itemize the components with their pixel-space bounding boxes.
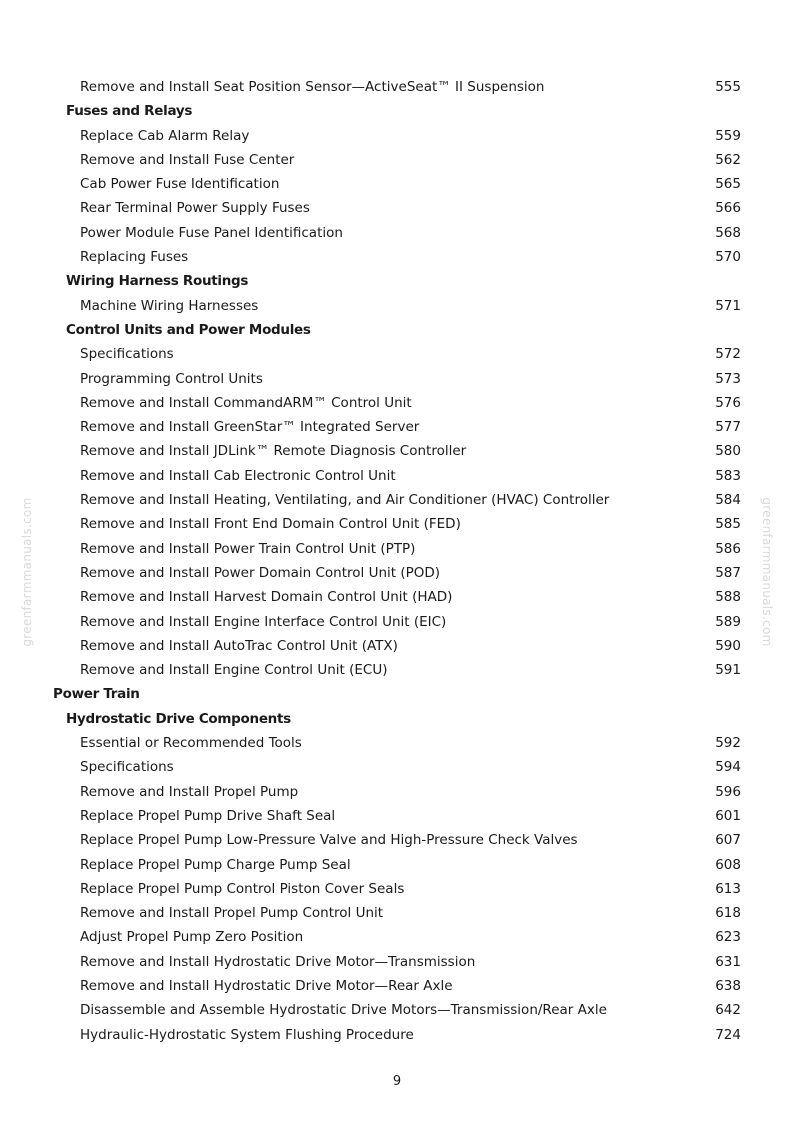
toc-title: Replace Propel Pump Control Piston Cover Seals — [80, 880, 405, 897]
toc-page-number: 565 — [715, 176, 741, 193]
toc-entry[interactable] — [0, 585, 794, 609]
toc-entry[interactable] — [0, 1023, 794, 1047]
toc-title: Essential or Recommended Tools — [80, 735, 302, 752]
toc-entry[interactable] — [0, 415, 794, 439]
toc-page-number: 607 — [715, 832, 741, 849]
toc-title: Replace Propel Pump Low-Pressure Valve and High-Pressure Check Valves — [80, 832, 578, 849]
toc-page-number: 591 — [715, 662, 741, 679]
toc-title: Remove and Install Hydrostatic Drive Motor—Rear Axle — [80, 977, 453, 994]
toc-page-number: 594 — [715, 759, 741, 776]
toc-entry[interactable] — [0, 853, 794, 877]
toc-title: Disassemble and Assemble Hydrostatic Drive Motors—Transmission/Rear Axle — [80, 1002, 607, 1019]
toc-entry[interactable] — [0, 877, 794, 901]
toc-title: Specifications — [80, 346, 174, 363]
toc-entry[interactable] — [0, 950, 794, 974]
toc-page-number: 571 — [715, 297, 741, 314]
toc-page-number: 638 — [715, 977, 741, 994]
toc-page-number: 601 — [715, 807, 741, 824]
toc-page-number: 568 — [715, 224, 741, 241]
toc-title: Replace Cab Alarm Relay — [80, 127, 250, 144]
toc-title: Specifications — [80, 759, 174, 776]
toc-page-number: 576 — [715, 394, 741, 411]
toc-page-number: 585 — [715, 516, 741, 533]
toc-entry[interactable] — [0, 342, 794, 366]
toc-page-number: 631 — [715, 953, 741, 970]
toc-title: Wiring Harness Routings — [66, 273, 249, 290]
toc-entry[interactable] — [0, 148, 794, 172]
toc-entry[interactable] — [0, 610, 794, 634]
toc-entry[interactable] — [0, 294, 794, 318]
toc-heading — [0, 318, 794, 342]
watermark-right: greenfarmmanuals.com — [760, 497, 774, 647]
toc-entry[interactable] — [0, 998, 794, 1022]
toc-title: Control Units and Power Modules — [66, 321, 311, 338]
toc-entry[interactable] — [0, 731, 794, 755]
toc-title: Remove and Install Power Domain Control Unit (POD) — [80, 564, 441, 581]
toc-entry[interactable] — [0, 221, 794, 245]
toc-heading — [0, 707, 794, 731]
toc-entry[interactable] — [0, 124, 794, 148]
toc-page-number: 618 — [715, 905, 741, 922]
toc-page-number: 642 — [715, 1002, 741, 1019]
toc-page-number: 570 — [715, 249, 741, 266]
toc-title: Hydrostatic Drive Components — [66, 710, 291, 727]
toc-entry[interactable] — [0, 780, 794, 804]
toc-title: Machine Wiring Harnesses — [80, 297, 259, 314]
toc-title: Remove and Install GreenStar™ Integrated Server — [80, 419, 420, 436]
toc-title: Hydraulic-Hydrostatic System Flushing Procedure — [80, 1026, 414, 1043]
toc-page-number: 596 — [715, 783, 741, 800]
toc-page-number: 555 — [715, 79, 741, 95]
toc-title: Remove and Install JDLink™ Remote Diagnosis Controller — [80, 443, 467, 460]
toc-title: Remove and Install Engine Interface Control Unit (EIC) — [80, 613, 447, 630]
table-of-contents — [0, 75, 794, 1047]
toc-title: Remove and Install Cab Electronic Control Unit — [80, 467, 396, 484]
toc-title: Replace Propel Pump Charge Pump Seal — [80, 856, 351, 873]
toc-page-number: 583 — [715, 467, 741, 484]
toc-title: Remove and Install Harvest Domain Control Unit (HAD) — [80, 589, 453, 606]
toc-page-number: 566 — [715, 200, 741, 217]
toc-heading — [0, 99, 794, 123]
toc-page-number: 592 — [715, 735, 741, 752]
toc-page-number: 584 — [715, 492, 741, 509]
toc-entry[interactable] — [0, 537, 794, 561]
toc-title: Adjust Propel Pump Zero Position — [80, 929, 304, 946]
toc-title: Remove and Install Front End Domain Control Unit (FED) — [80, 516, 461, 533]
toc-title: Replacing Fuses — [80, 249, 189, 266]
toc-heading — [0, 682, 794, 706]
toc-entry[interactable] — [0, 488, 794, 512]
toc-heading — [0, 269, 794, 293]
toc-entry[interactable] — [0, 925, 794, 949]
toc-title: Remove and Install Power Train Control Unit (PTP) — [80, 540, 416, 557]
toc-page-number: 580 — [715, 443, 741, 460]
toc-title: Remove and Install Seat Position Sensor—ActiveSeat™ II Suspension — [80, 79, 545, 95]
page-number: 9 — [392, 1074, 402, 1089]
toc-title: Remove and Install AutoTrac Control Unit (ATX) — [80, 637, 398, 654]
toc-entry[interactable] — [0, 804, 794, 828]
toc-page-number: 573 — [715, 370, 741, 387]
toc-title: Remove and Install Propel Pump Control Unit — [80, 905, 384, 922]
toc-page-number: 559 — [715, 127, 741, 144]
toc-page-number: 590 — [715, 637, 741, 654]
toc-title: Power Module Fuse Panel Identification — [80, 224, 343, 241]
toc-entry[interactable] — [0, 464, 794, 488]
toc-title: Remove and Install Fuse Center — [80, 151, 295, 168]
toc-title: Remove and Install Engine Control Unit (ECU) — [80, 662, 388, 679]
toc-page-number: 608 — [715, 856, 741, 873]
toc-page-number: 724 — [715, 1026, 741, 1043]
toc-page-number: 562 — [715, 151, 741, 168]
toc-title: Remove and Install Propel Pump — [80, 783, 299, 800]
toc-entry[interactable] — [0, 75, 794, 99]
toc-entry[interactable] — [0, 245, 794, 269]
toc-title: Fuses and Relays — [66, 103, 193, 120]
watermark-left: greenfarmmanuals.com — [20, 497, 34, 647]
toc-title: Remove and Install Heating, Ventilating, and Air Conditioner (HVAC) Controller — [80, 492, 610, 509]
toc-entry[interactable] — [0, 172, 794, 196]
toc-title: Rear Terminal Power Supply Fuses — [80, 200, 310, 217]
toc-page-number: 623 — [715, 929, 741, 946]
toc-entry[interactable] — [0, 512, 794, 536]
toc-page-number: 572 — [715, 346, 741, 363]
toc-title: Power Train — [53, 686, 140, 703]
toc-page-number: 613 — [715, 880, 741, 897]
toc-entry[interactable] — [0, 196, 794, 220]
toc-page-number: 577 — [715, 419, 741, 436]
toc-entry[interactable] — [0, 561, 794, 585]
toc-title: Cab Power Fuse Identification — [80, 176, 280, 193]
toc-page-number: 587 — [715, 564, 741, 581]
toc-title: Remove and Install Hydrostatic Drive Motor—Transmission — [80, 953, 476, 970]
toc-page-number: 589 — [715, 613, 741, 630]
toc-entry[interactable] — [0, 439, 794, 463]
toc-entry[interactable] — [0, 391, 794, 415]
toc-entry[interactable] — [0, 974, 794, 998]
toc-entry[interactable] — [0, 828, 794, 852]
toc-entry[interactable] — [0, 755, 794, 779]
toc-title: Remove and Install CommandARM™ Control Unit — [80, 394, 412, 411]
toc-page-number: 588 — [715, 589, 741, 606]
toc-entry[interactable] — [0, 367, 794, 391]
toc-title: Programming Control Units — [80, 370, 263, 387]
toc-entry[interactable] — [0, 901, 794, 925]
toc-page-number: 586 — [715, 540, 741, 557]
toc-entry[interactable] — [0, 634, 794, 658]
toc-entry[interactable] — [0, 658, 794, 682]
toc-title: Replace Propel Pump Drive Shaft Seal — [80, 807, 336, 824]
